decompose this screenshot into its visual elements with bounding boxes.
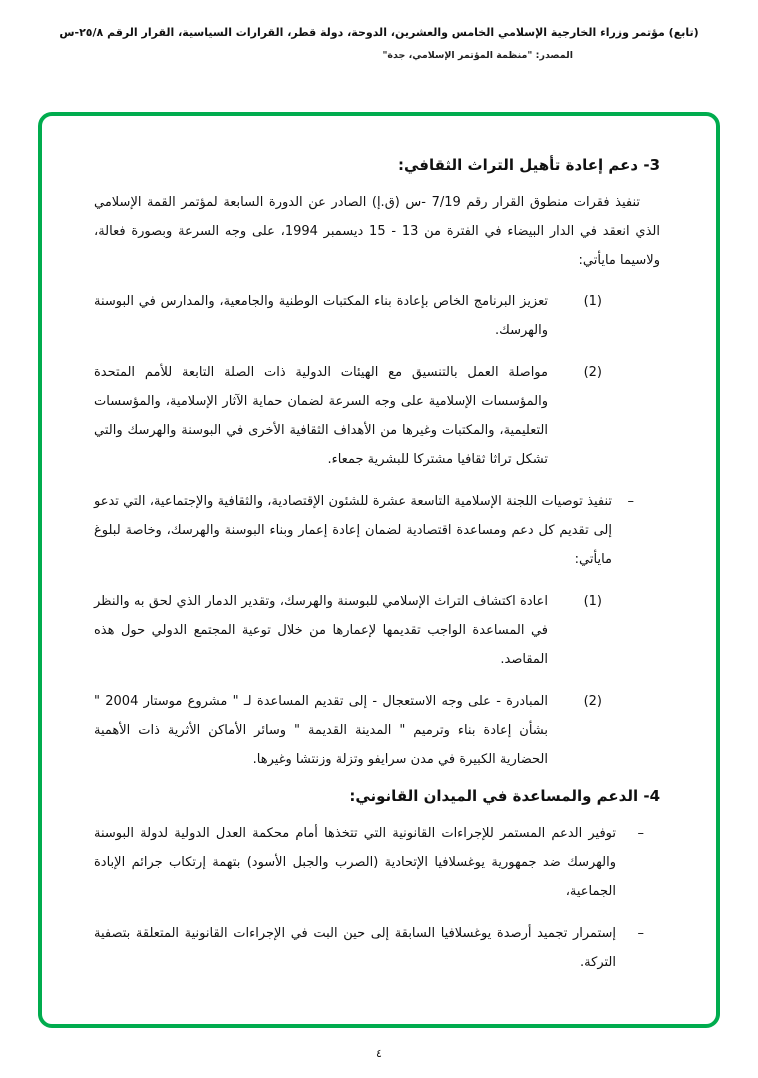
dash-marker: – — [637, 826, 644, 841]
list-item — [94, 358, 660, 474]
header-source-line: المصدر: "منظمة المؤتمر الإسلامي، جدة" — [382, 50, 573, 61]
item-marker: (1) — [583, 594, 602, 609]
item-marker: (2) — [583, 694, 602, 709]
header-title-line: (تابع) مؤتمر وزراء الخارجية الإسلامي الخامس والعشرين، الدوحة، دولة قطر، القرارات السياسية، القرار الرقم ٢٥/٨-س — [59, 26, 699, 39]
dash-marker: – — [627, 494, 634, 509]
list-item — [94, 687, 660, 774]
item-text: تنفيذ توصيات اللجنة الإسلامية التاسعة عشرة للشئون الإقتصادية، والثقافية والإجتماعية، التي تدعو إلى تقديم كل دعم ومساعدة اقتصادية لضمان إعادة إعمار وبناء البوسنة والهرسك، وخاصة لبلوغ مايأتي: — [94, 494, 612, 567]
list-item — [94, 287, 660, 345]
list-item — [94, 919, 660, 977]
item-text: المبادرة - على وجه الاستعجال - إلى تقديم المساعدة لـ " مشروع موستار 2004 " بشأن إعادة بناء وترميم " المدينة القديمة " وسائر الأماكن الأثرية ذات الأهمية الحضارية الكبيرة في مدن سرايفو وتزلة وزنتشا وغيرها. — [94, 694, 548, 767]
item-text: اعادة اكتشاف التراث الإسلامي للبوسنة والهرسك، وتقدير الدمار الذي لحق به والنظر في المساعدة الواجب تقديمها لإعمارها من خلال توعية المجتمع الدولي حول هذه المقاصد. — [94, 594, 548, 667]
item-text: مواصلة العمل بالتنسيق مع الهيئات الدولية ذات الصلة التابعة للأمم المتحدة والمؤسسات الإسلامية على وجه السرعة لضمان حماية الآثار الإسلامية، والمؤسسات التعليمية، والمكتبات وغيرها من الأهداف الثقافية الأخرى في البوسنة والهرسك والتي تشكل تراثا ثقافيا مشتركا للبشرية جمعاء. — [94, 365, 548, 467]
list-item — [94, 587, 660, 674]
item-text: توفير الدعم المستمر للإجراءات القانونية التي تتخذها أمام محكمة العدل الدولية لدولة البوسنة والهرسك ضد جمهورية يوغسلافيا الإتحادية (الصرب والجبل الأسود) بتهمة إرتكاب جرائم الإبادة الجماعية، — [94, 826, 616, 899]
green-border-frame — [38, 112, 720, 1028]
list-item — [94, 487, 660, 574]
dash-marker: – — [637, 926, 644, 941]
section3-intro-paragraph: تنفيذ فقرات منطوق القرار رقم 7/19 -س (ق.إ) الصادر عن الدورة السابعة لمؤتمر القمة الإسلامي الذي انعقد في الدار البيضاء في الفترة من 13 - 15 ديسمبر 1994، على وجه السرعة وبصورة فعالة، ولاسيما مايأتي: — [94, 195, 660, 268]
list-item — [94, 819, 660, 906]
item-marker: (2) — [583, 365, 602, 380]
page-number: ٤ — [376, 1047, 382, 1060]
section3-heading: 3- دعم إعادة تأهيل التراث الثقافي: — [398, 156, 660, 174]
item-text: تعزيز البرنامج الخاص بإعادة بناء المكتبات الوطنية والجامعية، والمدارس في البوسنة والهرسك. — [94, 294, 548, 338]
item-text: إستمرار تجميد أرصدة يوغسلافيا السابقة إلى حين البت في الإجراءات القانونية المتعلقة بتصفية التركة. — [94, 926, 616, 970]
document-header — [0, 26, 758, 61]
section4-heading: 4- الدعم والمساعدة في الميدان القانوني: — [349, 787, 660, 805]
document-content — [42, 116, 716, 977]
item-marker: (1) — [583, 294, 602, 309]
